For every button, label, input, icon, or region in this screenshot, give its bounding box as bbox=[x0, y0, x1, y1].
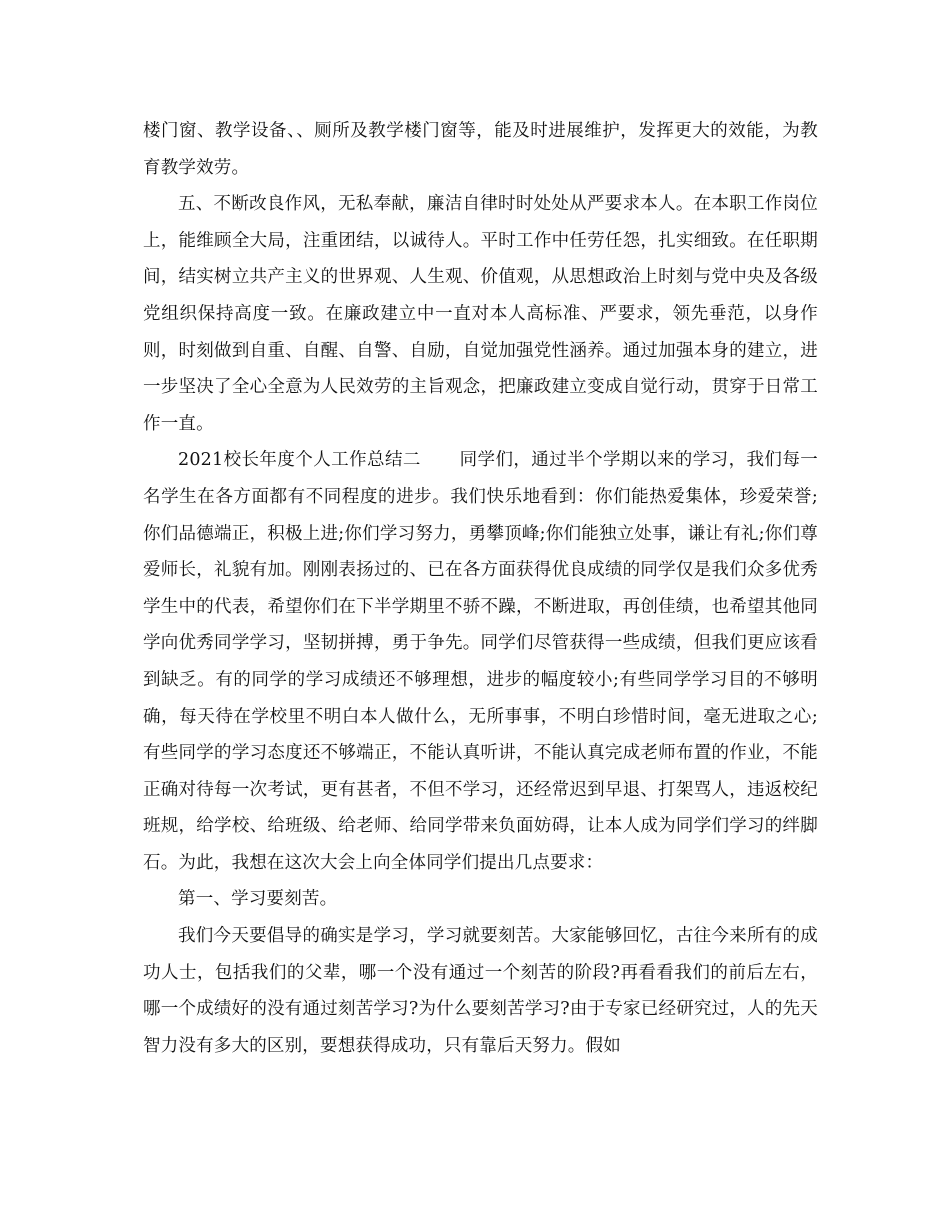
paragraph-5: 我们今天要倡导的确实是学习，学习就要刻苦。大家能够回忆，古往今来所有的成功人士，包括我们的父辈，哪一个没有通过一个刻苦的阶段?再看看我们的前后左右，哪一个成绩好的没有通过刻苦学习?为什么要刻苦学习?由于专家已经研究过，人的先天智力没有多大的区别，要想获得成功，只有靠后天努力。假如 bbox=[143, 926, 818, 1056]
paragraph-2: 五、不断改良作风，无私奉献，廉洁自律时时处处从严要求本人。在本职工作岗位上，能维顾全大局，注重团结，以诚待人。平时工作中任劳任怨，扎实细致。在任职期间，结实树立共产主义的世界观、人生观、价值观，从思想政治上时刻与党中央及各级党组织保持高度一致。在廉政建立中一直对本人高标准、严要求，领先垂范，以身作则，时刻做到自重、自醒、自警、自励，自觉加强党性涵养。通过加强本身的建立，进一步坚决了全心全意为人民效劳的主旨观念，把廉政建立变成自觉行动，贯穿于日常工作一直。 bbox=[143, 194, 818, 434]
section-title: 2021校长年度个人工作总结二 bbox=[178, 450, 421, 471]
paragraph-1: 楼门窗、教学设备、、厕所及教学楼门窗等，能及时进展维护，发挥更大的效能，为教育教学效劳。 bbox=[143, 121, 818, 178]
paragraph-3-text: 同学们，通过半个学期以来的学习，我们每一名学生在各方面都有不同程度的进步。我们快乐地看到：你们能热爱集体，珍爱荣誉;你们品德端正，积极上进;你们学习努力，勇攀顶峰;你们能独立处事，谦让有礼;你们尊爱师长，礼貌有加。刚刚表扬过的、已在各方面获得优良成绩的同学仅是我们众多优秀学生中的代表，希望你们在下半学期里不骄不躁，不断进取，再创佳绩，也希望其他同学向优秀同学学习，坚韧拼搏，勇于争先。同学们尽管获得一些成绩，但我们更应该看到缺乏。有的同学的学习成绩还不够理想，进步的幅度较小;有些同学学习目的不够明确，每天待在学校里不明白本人做什么，无所事事，不明白珍惜时间，毫无进取之心;有些同学的学习态度还不够端正，不能认真听讲，不能认真完成老师布置的作业，不能正确对待每一次考试，更有甚者，不但不学习，还经常迟到早退、打架骂人，违返校纪班规，给学校、给班级、给老师、给同学带来负面妨碍，让本人成为同学们学习的绊脚石。为此，我想在这次大会上向全体同学们提出几点要求： bbox=[143, 450, 819, 873]
document-body bbox=[143, 113, 818, 1064]
paragraph-4: 第一、学习要刻苦。 bbox=[178, 889, 338, 910]
paragraph-3 bbox=[143, 442, 818, 881]
